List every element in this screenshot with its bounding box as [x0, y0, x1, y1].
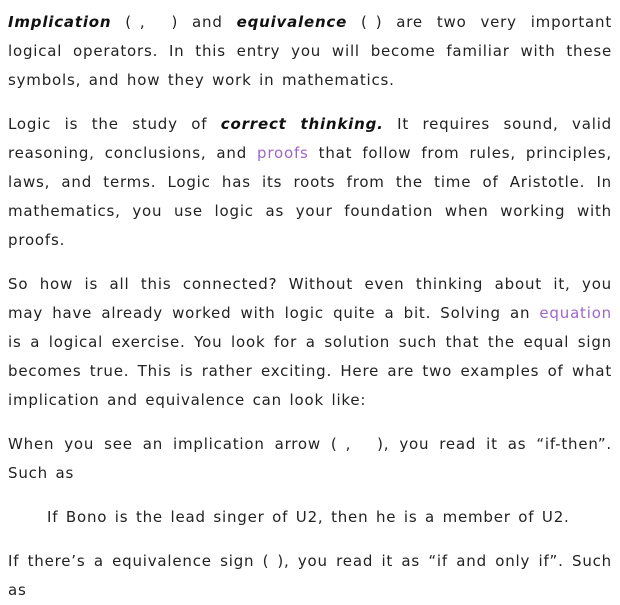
logic-start-text: Logic is the study of — [8, 115, 208, 133]
implication-arrow-start-text: When you see an implication arrow ( — [8, 435, 338, 453]
comma-2: , — [345, 435, 352, 453]
open-paren-2: ( — [361, 13, 368, 31]
open-paren: ( — [125, 13, 132, 31]
equation-link[interactable]: equation — [539, 304, 612, 322]
implication-term: Implication — [8, 13, 112, 31]
proofs-link[interactable]: proofs — [257, 144, 309, 162]
intro-rest-text: ) are two very important logical operators. In this entry you will become familiar with these symbols, and how they work in mathematics. — [8, 13, 613, 89]
equivalence-sign-end-text: ), you read it as “if and only if”. Such as — [8, 552, 612, 599]
connected-start-text: So how is all this connected? Without even thinking about it, you may have already worked with logic quite a bit. Solving an — [8, 275, 612, 322]
close-and-text: ) and — [171, 13, 223, 31]
connected-end-text: is a logical exercise. You look for a solution such that the equal sign becomes true. This is rather exciting. Here are two examples of what implication and equivalence can look like: — [8, 333, 612, 409]
example-sentence: If Bono is the lead singer of U2, then he is a member of U2. — [47, 508, 570, 526]
logic-paragraph — [8, 110, 612, 255]
implication-arrow-end-text: ), you read it as “if-then”. Such as — [8, 435, 612, 482]
correct-thinking-term: correct thinking. — [220, 115, 384, 133]
equivalence-sign-paragraph — [8, 547, 612, 605]
logic-middle-text: It requires sound, valid reasoning, conclusions, and — [8, 115, 612, 162]
logic-end-text: that follow from rules, principles, laws, and terms. Logic has its roots from the time of Aristotle. In mathematics, you use logic as your foundation when working with proofs. — [8, 144, 612, 249]
intro-paragraph — [8, 8, 612, 95]
equivalence-term: equivalence — [236, 13, 348, 31]
implication-arrow-paragraph — [8, 430, 612, 488]
equivalence-sign-start-text: If there’s a equivalence sign ( — [8, 552, 270, 570]
connected-paragraph — [8, 270, 612, 415]
comma: , — [139, 13, 146, 31]
